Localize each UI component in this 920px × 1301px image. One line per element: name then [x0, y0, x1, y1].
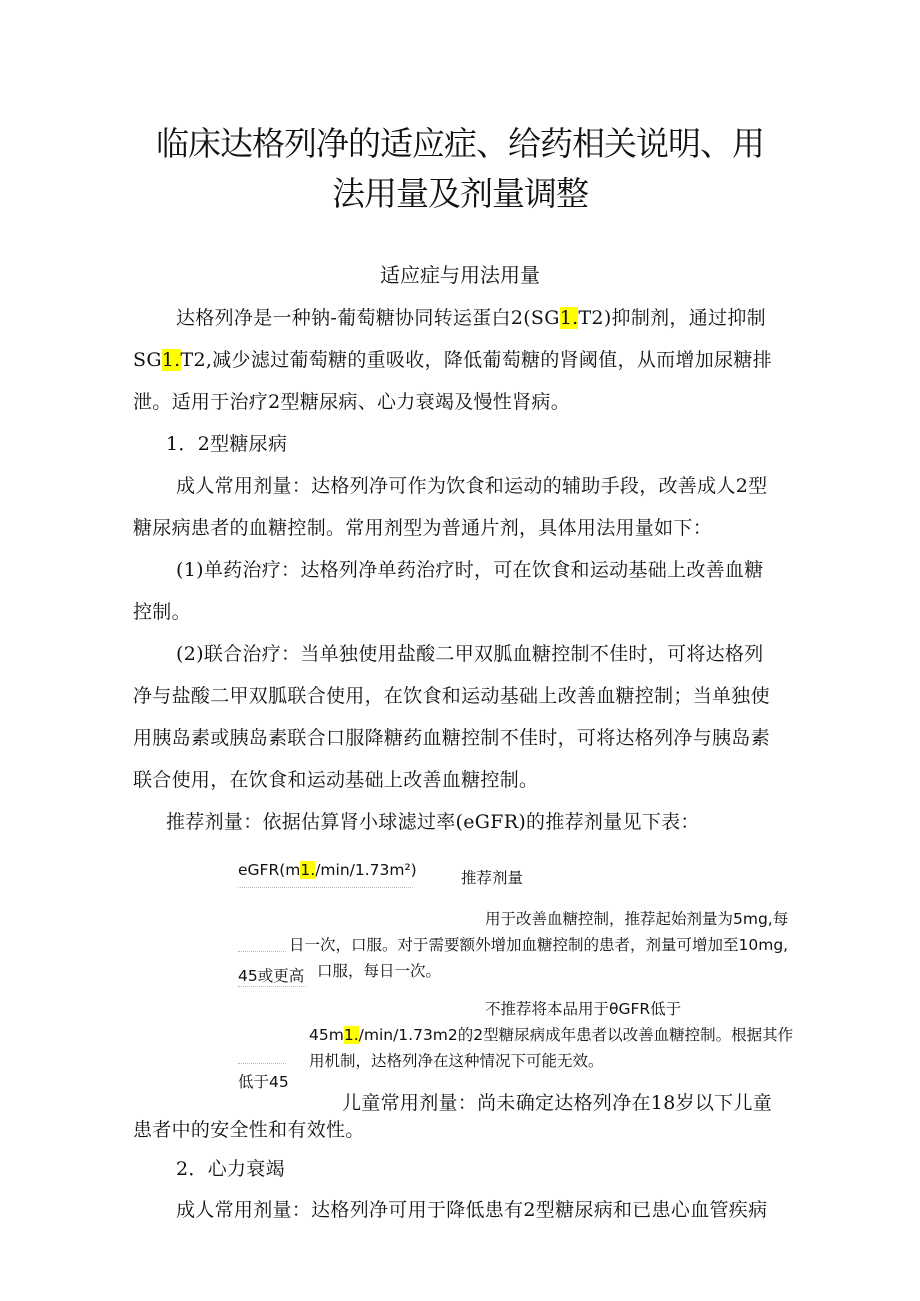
row-1-dose-line-1: 用于改善血糖控制，推荐起始剂量为5mg,每	[485, 910, 789, 928]
combination-line-3: 用胰岛素或胰岛素联合口服降糖药血糖控制不佳时，可将达格列净与胰岛素	[133, 727, 770, 749]
section-heading: 适应症与用法用量	[380, 263, 540, 287]
row-1-dose-line-2: 日一次，口服。对于需要额外增加血糖控制的患者，剂量可增加至10mg,	[289, 936, 789, 954]
intro-line-1: 达格列净是一种钠-葡萄糖协同转运蛋白2(SG1.T2)抑制剂，通过抑制	[176, 307, 766, 329]
row-2-egfr-label: 低于45	[238, 1073, 289, 1091]
highlight: 1.	[300, 861, 316, 879]
table-rule	[238, 986, 306, 987]
table-rule	[238, 887, 413, 888]
intro-line-2: SG1.T2,减少滤过葡萄糖的重吸收，降低葡萄糖的肾阈值，从而增加尿糖排	[133, 349, 772, 371]
row-1-dose-line-3: 口服，每日一次。	[317, 962, 442, 980]
highlight: 1.	[343, 1026, 359, 1044]
table-header-egfr: eGFR(m1./min/1.73m²)	[238, 861, 417, 879]
document-title-line-2: 法用量及剂量调整	[332, 174, 588, 213]
adult-dose-line-2: 糖尿病患者的血糖控制。常用剂型为普通片剂，具体用法用量如下：	[133, 517, 713, 539]
document-title-line-1: 临床达格列净的适应症、给药相关说明、用	[156, 124, 764, 163]
table-rule	[238, 1063, 286, 1064]
table-rule	[238, 951, 286, 952]
row-2-dose-line-3: 用机制，达格列净在这种情况下可能无效。	[309, 1052, 604, 1070]
combination-line-4: 联合使用，在饮食和运动基础上改善血糖控制。	[133, 769, 539, 791]
heart-failure-adult-line-1: 成人常用剂量：达格列净可用于降低患有2型糖尿病和已患心血管疾病	[176, 1199, 768, 1221]
row-2-dose-line-1: 不推荐将本品用于θGFR低于	[485, 1000, 682, 1018]
table-header-dose: 推荐剂量	[461, 869, 524, 887]
combination-line-2: 净与盐酸二甲双胍联合使用，在饮食和运动基础上改善血糖控制；当单独使	[133, 685, 770, 707]
item-2-heading: 2．心力衰竭	[176, 1158, 285, 1180]
highlight: 1.	[559, 307, 579, 329]
intro-line-3: 泄。适用于治疗2型糖尿病、心力衰竭及慢性肾病。	[133, 391, 570, 413]
monotherapy-line-2: 控制。	[133, 601, 191, 623]
item-1-heading: 1．2型糖尿病	[166, 433, 288, 455]
adult-dose-line-1: 成人常用剂量：达格列净可作为饮食和运动的辅助手段，改善成人2型	[176, 475, 768, 497]
monotherapy-line-1: (1)单药治疗：达格列净单药治疗时，可在饮食和运动基础上改善血糖	[176, 559, 764, 581]
child-dose-line-2: 患者中的安全性和有效性。	[133, 1119, 365, 1141]
highlight: 1.	[161, 349, 181, 371]
row-2-dose-line-2: 45m1./min/1.73m2的2型糖尿病成年患者以改善血糖控制。根据其作	[309, 1026, 794, 1044]
child-dose-line-1: 儿童常用剂量：尚未确定达格列净在18岁以下儿童	[342, 1092, 773, 1114]
recommend-dose-line: 推荐剂量：依据估算肾小球滤过率(eGFR)的推荐剂量见下表：	[166, 811, 700, 833]
combination-line-1: (2)联合治疗：当单独使用盐酸二甲双胍血糖控制不佳时，可将达格列	[176, 643, 764, 665]
row-1-egfr-label: 45或更高	[238, 967, 305, 985]
